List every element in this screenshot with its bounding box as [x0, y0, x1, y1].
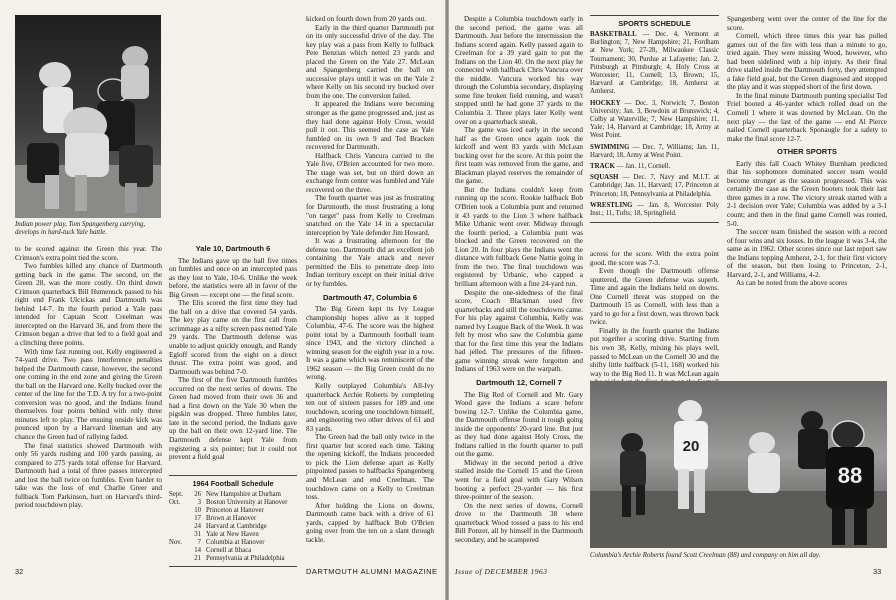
paragraph: With time fast running out, Kelly engineered a 74-yard drive. Two pass interference penalties helped the Dartmouth cause, however, the second one coming in the end zone and giving the Green the ball on the Harvard one. Kelly bucked over the center of the line for the T.D. A try for a two-point conversion was no good, and the Indians found themselves four points behind with only three minutes left to play. The ensuing onside kick was pounced upon by a Harvard lineman and any chance the Green had of rallying faded. [15, 347, 162, 442]
paragraph: The Big Red of Cornell and Mr. Gary Wood gave the Indians a scare before bowing 12-7. Unlike the Columbia game, the Dartmouth offense found it rough going inside the opponents' 20-yard line. But just as they had done against Holy Cross, the Indians rallied in the fourth quarter to pull out the game. [455, 390, 583, 459]
schedule-day: 26 [194, 491, 201, 498]
paragraph: After holding the Lions on downs, Dartmouth came back with a drive of 61 yards, capped by halfback Bob O'Brien going over from the ten on a slant through tackle. [306, 501, 434, 544]
left-page [0, 0, 445, 600]
sport-dates: — Dec. 7, Williams; Jan. 11, Harvard; 18, Army at West Point. [590, 143, 719, 159]
schedule-opponent: Princeton at Hanover [206, 507, 264, 514]
page-number-left: 32 [15, 567, 24, 576]
schedule-row [169, 523, 297, 531]
paragraph: Despite the one-sidedness of the final score, Coach Blackman used five quarterbacks and still the touchdowns came. For his play against Columbia, Kelly was named Ivy League Back of the Week. It was felt by most who saw the Columbia game that for the first time this year the Indians had jelled. The pressures of the fifteen-game winning streak were forgotten and Indians of 1963 were on the warpath. [455, 288, 583, 374]
schedule-month [169, 547, 189, 555]
section-heading-columbia: Dartmouth 47, Columbia 6 [322, 292, 418, 302]
schedule-row [169, 515, 297, 523]
sports-schedule-title: SPORTS SCHEDULE [618, 19, 691, 28]
photo-graphic [590, 381, 887, 548]
issue-date: Issue of DECEMBER 1963 [455, 567, 548, 576]
right-page [449, 0, 896, 600]
schedule-row [169, 499, 297, 507]
paragraph: The Elis scored the first time they had the ball on a drive that covered 54 yards. The key play came on the first call from scrimmage as a nifty screen pass netted Yale 29 yards. The Dartmouth defense was unable to adjust quickly enough, and Randy Egloff scored from the eight on a direct thrust. The extra point was good, and Dartmouth was behind 7-0. [169, 299, 297, 376]
paragraph: As can be noted from the above scores [736, 279, 848, 288]
schedule-day: 10 [194, 507, 201, 514]
schedule-month: Oct. [169, 499, 181, 506]
sport-name: BASKETBALL [590, 31, 637, 38]
schedule-opponent: Brown at Hanover [206, 515, 257, 522]
section-heading-other-sports: OTHER SPORTS [777, 147, 837, 157]
schedule-month: Sept. [169, 491, 183, 498]
schedule-row [169, 539, 297, 547]
right-column-3 [727, 15, 887, 288]
paragraph: Halfback Chris Vancura carried to the Yale five, O'Brien accounted for two more. The stage was set, but on third down an exchange from center was fumbled and Yale recovered on the three. [306, 151, 434, 194]
schedule-month [169, 507, 189, 515]
paragraph: It appeared the Indians were becoming stronger as the game progressed and, just as they had done against Holy Cross, would pull it out. This seemed the case as Yale fumbled on its own 9 and Ted Bracken recovered for Dartmouth. [306, 100, 434, 152]
paragraph: The Green had the ball only twice in the first quarter but scored each time. Taking the opening kickoff, the Indians proceeded to pick the Lion defense apart as Kelly pinpointed passes to halfbacks Spangenberg and McLean and end Creelman. The touchdown came on a Kelly to Creelman toss. [306, 433, 434, 502]
paragraph: The final statistics showed Dartmouth with only 56 yards rushing and 100 yards passing, as compared to 275 yards total offense for Harvard. Dartmouth had a total of three passes intercepted and lost the ball twice on fumbles. Even harder to take was the loss of end Charlie Greer and fullback Tom Parkinson, hurt on Harvard's third-period touchdown play. [15, 441, 162, 510]
schedule-month [169, 515, 189, 523]
schedule-day: 31 [194, 531, 201, 538]
schedule-day: 24 [194, 523, 201, 530]
photo-caption-right: Columbia's Archie Roberts found Scott Creelman (88) and company on him all day. [590, 552, 821, 559]
right-column-2 [590, 250, 719, 395]
schedule-row [169, 555, 297, 563]
schedule-row [169, 491, 297, 499]
jersey-number-88: 88 [837, 463, 863, 488]
paragraph: Spangenberg went over the center of the line for the score. [727, 15, 887, 32]
paragraph: Early this fall Coach Whitey Burnham predicted that his sophomore dominated soccer team would become stronger as the season progressed. This was certainly the case as the Green booters took their last three games in a row. The victory streak started with a 2-1 decision over Yale; Columbia was added by a 3-1 count; and then in the final game Cornell was routed, 5-0. [727, 159, 887, 228]
paragraph: The game was iced early in the second half as the Green once again took the kickoff and went 83 yards with McLean bucking over for the score. At this point the first team was removed from the game, and Blackman played reserves the remainder of the game. [455, 126, 583, 186]
schedule-day: 14 [194, 547, 201, 554]
paragraph: Two fumbles killed any chance of Dartmouth getting back in the game. The second, on the Green 28, was the more costly. On third down Crimson quarterback Bill Humenuck passed to his right end Frank Ulcickas and Dartmouth was behind 14-7. In the fourth period a Yale pass intended for Captain Scott Creelman was intercepted on the Harvard 36, and from there the Crimson began a drive that led to a field goal and a clinching three points. [15, 262, 162, 348]
schedule-month [169, 523, 189, 531]
magazine-name: DARTMOUTH ALUMNI MAGAZINE [306, 567, 438, 576]
schedule-row [169, 547, 297, 555]
sport-name: SQUASH [590, 174, 619, 182]
paragraph: The first of the five Dartmouth fumbles occurred on the next series of downs. The Green had moved from their own 36 and had a first down on the Yale 30 when the pigskin was dropped. Three fumbles later, late in the second period, the Indians gave up the ball on their own 12-yard line. The Dartmouth defense kept Yale from registering a six pointer; but it could not prevent a field goal [169, 376, 297, 462]
paragraph: But the Indians couldn't keep from running up the score. Rookie halfback Bob O'Brien took a Columbia punt and returned it 43 yards to the Lion 3 where halfback Mike Urbanic went over. Midway through the fourth period, a Columbia punt was blocked and the Green recovered on the Lion 20. In four plays the Indians went the distance with fullback Gene Nattie going in from the two. The final touchdown was registered by Urbanic, who capped a brilliant afternoon with a fine 24-yard run. [455, 185, 583, 288]
schedule-day: 17 [194, 515, 201, 522]
paragraph: to be scored against the Green this year. The Crimson's extra point tied the score. [15, 245, 162, 262]
paragraph: On the next series of downs, Cornell drove to the Dartmouth 38 where quarterback Wood tossed a pass to his end Bill Ponzer, all by himself in the Dartmouth secondary, and he scampered [455, 501, 583, 544]
football-photo-yale [15, 15, 161, 218]
schedule-month [169, 531, 189, 539]
left-column-3 [306, 15, 434, 544]
sport-name: WRESTLING [590, 201, 633, 209]
sports-schedule-box [590, 15, 719, 223]
paragraph: across for the score. With the extra point good, the score was 7-3. [590, 250, 719, 267]
sports-schedule-item [590, 100, 719, 141]
schedule-opponent: Yale at New Haven [206, 531, 259, 538]
paragraph: In the final minute Dartmouth punting specialist Ted Friel booted a 46-yarder which rolled dead on the Cornell 1 where it was downed by McLean. On the next play — the last of the game — end Al Pierce nailed Cornell quarterback Sponaugle for a safety to make the final score 12-7. [727, 91, 887, 143]
sport-dates: — Jan. 8, Worcester Poly Inst.; 11, Tufts; 18, Springfield. [590, 201, 719, 218]
schedule-opponent: New Hampshire at Durham [206, 491, 281, 498]
paragraph: The fourth quarter was just as frustrating for Dartmouth, the most frustrating a long "on target" pass from Kelly to Creelman snatched on the Yale 14 in a spectacular interception by Yale defender Jim Howard. [306, 194, 434, 237]
sports-schedule-item [590, 163, 719, 171]
schedule-month [169, 555, 189, 563]
paragraph: Even though the Dartmouth offense sputtered, the Green defense was superb. Time and again the Indians held on downs. One Cornell threat was stopped on the Dartmouth 15 as Cornell, with less than a yard to go for a first down, was thrown back twice. [590, 267, 719, 327]
sport-dates: — Dec. 4, Vermont at Burlington; 7, New Hampshire; 21, Fordham at New York; 27-28, Milwaukee Classic Tournament; 30, Purdue at Lafayette; Jan. 2, Pittsburgh at Pittsburgh; 4, Holy Cross at Worcester; 11, Cornell; 13, Brown; 15, Harvard at Cambridge; 18, Amherst at Amherst. [590, 31, 719, 96]
schedule-opponent: Columbia at Hanover [206, 539, 265, 546]
sports-schedule-list [590, 31, 719, 218]
paragraph: The Big Green kept its Ivy League championship hopes alive as it topped Columbia, 47-6. The score was the highest point total by a Dartmouth football team since 1943, and the victory clinched a winning season for the eighth year in a row. It was a game which was reminiscent of the 1962 season — the Big Green could do no wrong. [306, 305, 434, 382]
paragraph: kicked on fourth down from 20 yards out. [306, 15, 427, 23]
schedule-opponent: Boston University at Hanover [206, 499, 288, 506]
photo-caption-left: Indian power play, Tom Spangenberg carrying, develops in hard-tuck Yale battle. [15, 221, 146, 237]
sport-name: SWIMMING [590, 143, 630, 151]
schedule-row [169, 531, 297, 539]
sports-schedule-item [590, 174, 719, 199]
paragraph: The soccer team finished the season with a record of four wins and six losses. In the league it was 3-4, the same as in 1962. Other scores since our last report saw the Indians topping Amherst, 2-1, for their first victory of the season, but then losing to Princeton, 2-1, Harvard, 2-1, and Williams, 4-2. [727, 228, 887, 279]
schedule-title: 1964 Football Schedule [192, 479, 274, 488]
paragraph: Finally in the fourth quarter the Indians put together a scoring drive. Starting from his own 38, Kelly, mixing his plays well, passed to McLean on the Cornell 30 and the shifty little halfback (5-11, 168) worked his way to the Big Red 11. It was McLean again [590, 326, 719, 378]
schedule-opponent: Pennsylvania at Philadelphia [206, 555, 285, 562]
schedule-opponent: Cornell at Ithaca [206, 547, 252, 554]
section-heading-yale: Yale 10, Dartmouth 6 [195, 244, 271, 253]
football-photo-columbia [590, 381, 887, 548]
photo-graphic [15, 15, 161, 218]
sports-schedule-item [590, 144, 719, 160]
jersey-number-20: 20 [682, 438, 700, 455]
paragraph: Midway in the second period a drive stalled inside the Cornell 15 and the Green went for a field goal with Gary Wilson booting a perfect 29-yarder — his first three-pointer of the season. [455, 458, 583, 502]
sport-dates: — Jan. 11, Cornell. [616, 163, 671, 171]
left-column-1 [15, 245, 162, 510]
section-heading-cornell: Dartmouth 12, Cornell 7 [476, 377, 562, 387]
schedule-day: 3 [197, 499, 201, 506]
schedule-opponent: Harvard at Cambridge [206, 523, 267, 530]
left-column-2 [169, 240, 297, 462]
sport-dates: — Dec. 7, Navy and M.I.T. at Cambridge; Jan. 11, Harvard; 17, Princeton at Princeton; 18, Pennsylvania at Philadelphia. [590, 174, 719, 198]
sports-schedule-item [590, 202, 719, 218]
schedule-day: 21 [194, 555, 201, 562]
paragraph: Despite a Columbia touchdown early in the second period, the game was all Dartmouth. Just before the intermission the Indians scored again. Kelly passed again to Creelman for a 39 yard gain to put the Indians on the Lion 40. On the next play he connected with halfback Chris Vancura over the middle. Vancura worked his way through the Columbia secondary, displaying some fine broken field running, and wasn't stopped until he had gone 37 yards to the Columbia 3. Three plays later Kelly went over on a quarterback sneak. [455, 15, 583, 126]
page-number-right: 33 [873, 567, 882, 576]
paragraph: Cornell, which three times this year has pulled games out of the fire with less than a minute to go, tried again. They were missing Wood, however, who had been sidelined with a hip injury. As their final drive stalled inside the Dartmouth forty, they attempted a fake field goal, but the Green diagnosed and stopped the play and it was stopped short of the first down. [727, 32, 887, 92]
paragraph: Kelly outplayed Columbia's All-Ivy quarterback Archie Roberts by completing ten out of sixteen passes for 189 and one touchdown, scoring one touchdown himself, and engineering two other drives of 61 and 83 yards. [306, 381, 434, 433]
paragraph: Early in the third quarter Dartmouth put on its only successful drive of the day. The key play was a pass from Kelly to fullback Pete Benzian which netted 23 yards and placed the Green on the Yale 27. McLean and Spangenberg carried the ball on successive plays until it was on the Yale 2 where Kelly on his second try bucked over from the one. The conversion failed. [306, 23, 434, 100]
schedule-month: Nov. [169, 539, 182, 546]
sports-schedule-item [590, 31, 719, 97]
paragraph: It was a frustrating afternoon for the defense too. Dartmouth did an excellent job containing the Yale attack and never permitted the Elis to penetrate deep into Indian territory except on their initial drive or by fumbles. [306, 237, 434, 288]
sport-name: HOCKEY [590, 99, 621, 107]
schedule-row [169, 507, 297, 515]
football-schedule-box [169, 475, 297, 567]
paragraph: The Indians gave up the ball five times on fumbles and once on an intercepted pass as they lost to Yale, 10-6. Unlike the week before, the statistics were all in favor of the Big Green — except one — the final score. [169, 256, 297, 299]
sport-name: TRACK [590, 163, 615, 171]
sport-dates: — Dec. 3, Norwich; 7, Boston University; Jan. 3, Bowdoin at Brunswick; 4, Colby at Waterville; 7, New Hampshire; 11, Yale; 14, Harvard at Cambridge; 18, Army at West Point. [590, 99, 719, 140]
right-column-1 [455, 15, 583, 544]
schedule-day: 7 [197, 539, 201, 546]
